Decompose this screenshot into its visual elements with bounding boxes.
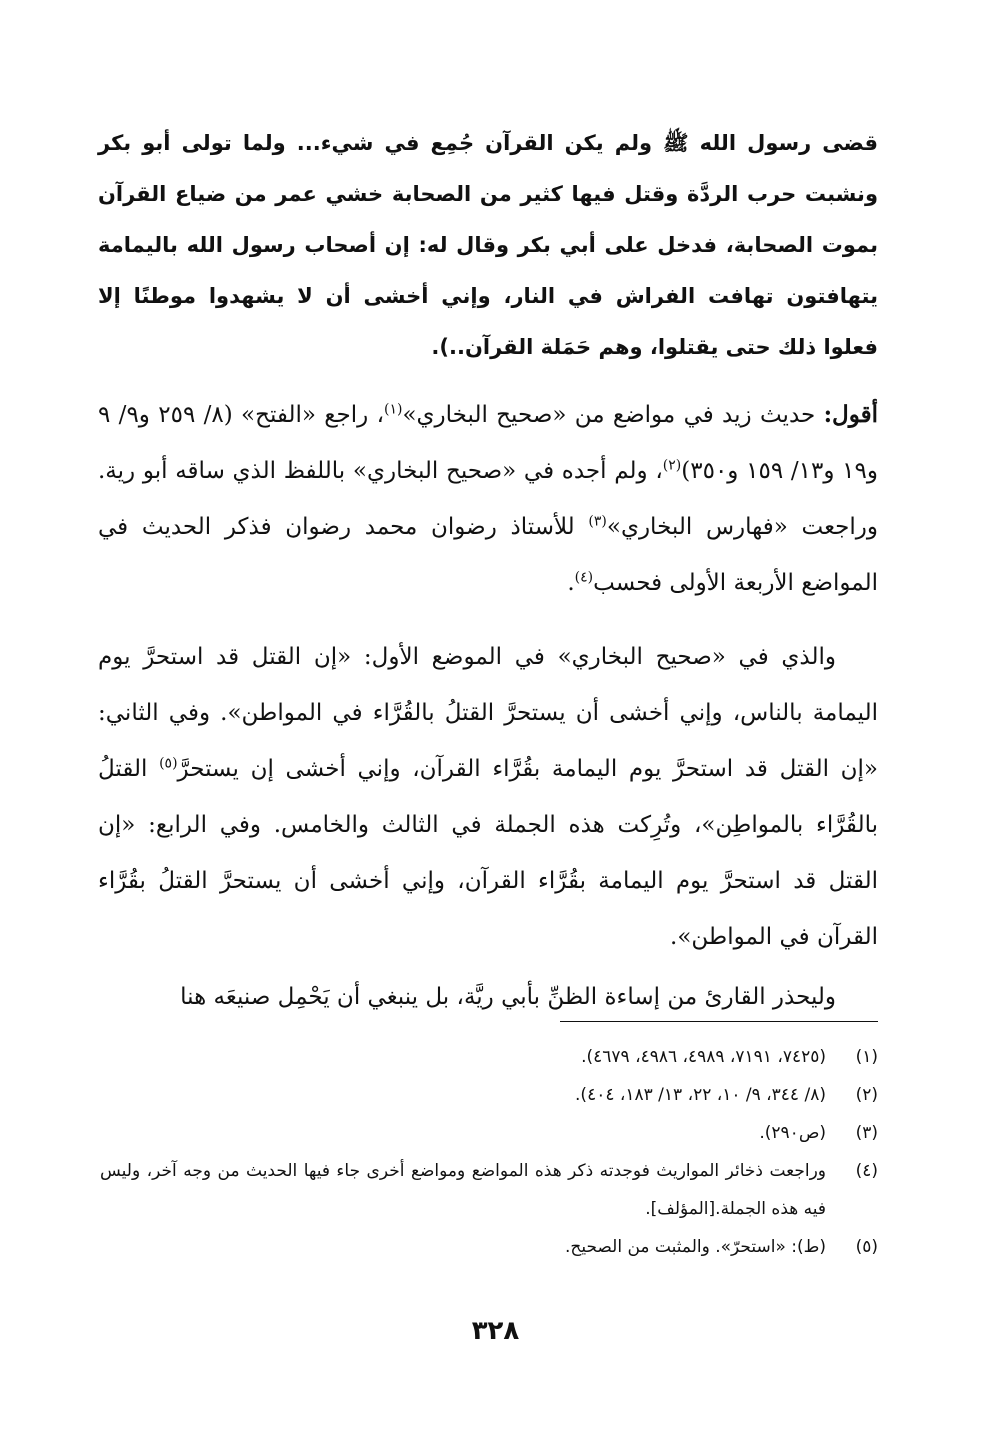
paragraph-1-text-b: ، راجع «الفتح» (٨/ ٢٥٩ و٩/ ٩ و١٩ و١٣/ ١٥٩ و٣٥٠) xyxy=(98,402,878,484)
footnote-text: (ط): «استحرّ». والمثبت من الصحيح. xyxy=(564,1237,826,1257)
paragraph-3-text: وليحذر القارئ من إساءة الظنِّ بأبي ريَّة، بل ينبغي أن يَحْمِل صنيعَه هنا xyxy=(180,984,836,1010)
footnote-4 xyxy=(100,1152,878,1228)
footnotes xyxy=(100,1038,878,1266)
footnote-ref-4[interactable]: (٤) xyxy=(574,569,594,586)
footnote-5 xyxy=(100,1228,878,1266)
footnote-text: وراجعت ذخائر المواريث فوجدته ذكر هذه المواضع ومواضع أخرى جاء فيها الحديث من وجه آخر، وليس فيه هذه الجملة.[المؤلف]. xyxy=(100,1161,826,1219)
paragraph-2 xyxy=(98,629,878,965)
footnote-number: (٣) xyxy=(855,1123,878,1143)
footnote-ref-1[interactable]: (١) xyxy=(384,401,403,418)
footnote-number: (٤) xyxy=(855,1161,878,1181)
footnote-number: (٢) xyxy=(855,1085,878,1105)
paragraph-3 xyxy=(98,969,878,1025)
paragraph-2-text-b: القتلُ بالقُرَّاء بالمواطِن»، وتُرِكت هذه الجملة في الثالث والخامس. وفي الرابع: «إن القتل قد استحرَّ يوم اليمامة بقُرَّاء القرآن، وإني أخشى أن يستحرَّ القتلُ بقُرَّاء القرآن في المواطن». xyxy=(98,756,878,950)
footnote-ref-3[interactable]: (٣) xyxy=(588,513,607,530)
footnote-number: (٥) xyxy=(855,1237,878,1257)
footnote-ref-5[interactable]: (٥) xyxy=(159,755,178,772)
footnote-text: (٧٤٢٥، ٧١٩١، ٤٩٨٩، ٤٩٨٦، ٤٦٧٩). xyxy=(581,1047,826,1067)
paragraph-1-text-a: حديث زيد في مواضع من «صحيح البخاري» xyxy=(402,402,824,428)
footnote-text: (٨/ ٣٤٤، ٩/ ١٠، ٢٢، ١٣/ ١٨٣، ٤٠٤). xyxy=(575,1085,826,1105)
quoted-passage xyxy=(98,118,878,373)
page-number: ٣٢٨ xyxy=(471,1316,520,1346)
quoted-passage-text: قضى رسول الله ﷺ ولم يكن القرآن جُمِع في شيء... ولما تولى أبو بكر ونشبت حرب الردَّة وقتل فيها كثير من الصحابة خشي عمر من ضياع القرآن بموت الصحابة، فدخل على أبي بكر وقال له: إن أصحاب رسول الله باليمامة يتهافتون تهافت الفراش في النار، وإني أخشى أن لا يشهدوا موطنًا إلا فعلوا ذلك حتى يقتلوا، وهم حَمَلة القرآن..). xyxy=(98,131,878,359)
footnote-ref-2[interactable]: (٢) xyxy=(662,457,682,474)
footnote-text: (ص٢٩٠). xyxy=(759,1123,826,1143)
paragraph-1-text-c: ، ولم أجده في «صحيح البخاري» باللفظ الذي ساقه أبو رية. وراجعت «فهارس البخاري» xyxy=(98,458,879,540)
paragraph-1 xyxy=(98,387,878,611)
footnote-2 xyxy=(100,1076,878,1114)
paragraph-1-text-d: للأستاذ رضوان محمد رضوان فذكر الحديث في المواضع الأربعة الأولى فحسب xyxy=(98,514,878,596)
footnote-3 xyxy=(100,1114,878,1152)
footnote-divider xyxy=(560,1021,878,1022)
paragraph-1-text-e: . xyxy=(567,570,575,596)
lead-word: أقول: xyxy=(823,401,879,428)
footnote-number: (١) xyxy=(855,1047,878,1067)
paragraph-2-text-a: والذي في «صحيح البخاري» في الموضع الأول: «إن القتل قد استحرَّ يوم اليمامة بالناس، وإني أخشى أن يستحرَّ القتلُ بالقُرَّاء في المواطن». وفي الثاني: «إن القتل قد استحرَّ يوم اليمامة بقُرَّاء القرآن، وإني أخشى إن يستحرَّ xyxy=(98,644,879,782)
page-body xyxy=(98,118,878,1025)
footnote-1 xyxy=(100,1038,878,1076)
